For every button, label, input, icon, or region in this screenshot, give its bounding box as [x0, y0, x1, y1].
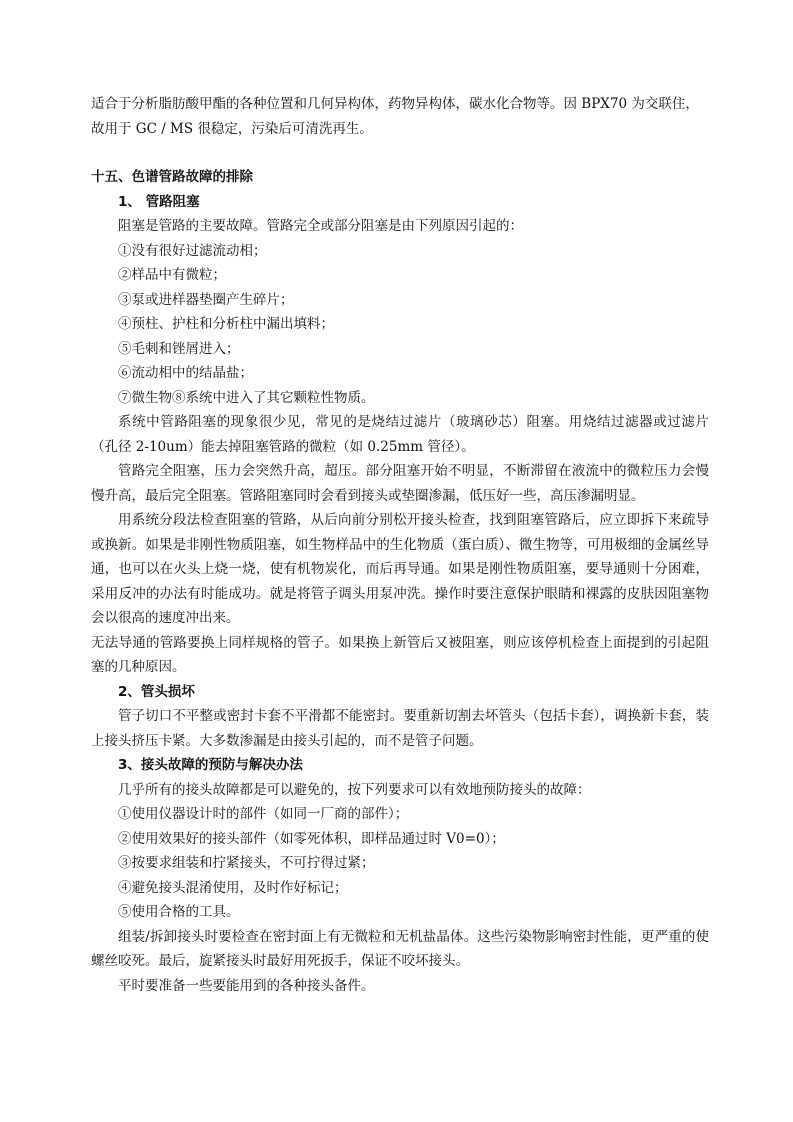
list-item: ①没有很好过滤流动相； — [118, 242, 267, 259]
document-page — [91, 92, 709, 998]
paragraph: 管子切口不平整或密封卡套不平滑都不能密封。要重新切割去坏管头（包括卡套），调换新卡套，装上接头挤压卡紧。大多数渗漏是由接头引起的，而不是管子问题。 — [91, 708, 709, 749]
paragraph: 用系统分段法检查阻塞的管路，从后向前分别松开接头检查，找到阻塞管路后，应立即拆下来疏导或换新。如果是非刚性物质阻塞，如生物样品中的生化物质（蛋白质）、微生物等，可用极细的金属丝导通，也可以在火头上烧一烧，使有机物炭化，而后再导通。如果是刚性物质阻塞，要导通则十分困难，采用反冲的办法有时能成功。就是将管子调头用泵冲洗。操作时要注意保护眼睛和裸露的皮肤因阻塞物会以很高的速度冲出来。 — [91, 512, 709, 626]
paragraph: 系统中管路阻塞的现象很少见，常见的是烧结过滤片（玻璃砂芯）阻塞。用烧结过滤器或过滤片（孔径 2-10um）能去掉阻塞管路的微粒（如 0.25mm 管径）。 — [91, 414, 709, 455]
paragraph: 无法导通的管路要换上同样规格的管子。如果换上新管后又被阻塞，则应该停机检查上面提到的引起阻塞的几种原因。 — [91, 634, 709, 675]
list-item: ⑤毛刺和锉屑进入； — [118, 340, 240, 357]
list-item: ④避免接头混淆使用，及时作好标记； — [118, 879, 348, 896]
intro-line-1: 适合于分析脂肪酸甲酯的各种位置和几何异构体，药物异构体，碳水化合物等。因 BPX70 为交联住， — [91, 96, 699, 112]
list-item: ⑤使用合格的工具。 — [118, 904, 240, 920]
list-item: ③泵或进样器垫圈产生碎片； — [118, 291, 294, 308]
list-item: ④预柱、护柱和分析柱中漏出填料； — [118, 316, 334, 332]
subsection-heading-1: 1、 管路阻塞 — [118, 193, 200, 210]
subsection-3-lead: 几乎所有的接头故障都是可以避免的，按下列要求可以有效地预防接头的故障： — [118, 781, 591, 798]
paragraph: 组装/拆卸接头时要检查在密封面上有无微粒和无机盐晶体。这些污染物影响密封性能，更严重的使螺丝咬死。最后，旋紧接头时最好用死扳手，保证不咬坏接头。 — [91, 928, 709, 969]
subsection-heading-2: 2、管头损坏 — [118, 683, 195, 700]
list-item: ⑦微生物⑧系统中进入了其它颗粒性物质。 — [118, 389, 375, 406]
list-item: ②样品中有微粒； — [118, 267, 226, 283]
paragraph: 管路完全阻塞，压力会突然升高，超压。部分阻塞开始不明显，不断滞留在液流中的微粒压力会慢慢升高，最后完全阻塞。管路阻塞同时会看到接头或垫圈渗漏，低压好一些，高压渗漏明显。 — [91, 463, 709, 504]
section-heading: 十五、色谱管路故障的排除 — [91, 169, 253, 185]
paragraph: 平时要准备一些要能用到的各种接头备件。 — [118, 977, 375, 994]
list-item: ②使用效果好的接头部件（如零死体积，即样品通过时 V0=0）； — [118, 830, 505, 847]
list-item: ③按要求组装和拧紧接头，不可拧得过紧； — [118, 855, 375, 871]
intro-line-2: 故用于 GC / MS 很稳定，污染后可清洗再生。 — [91, 120, 373, 137]
list-item: ①使用仪器设计时的部件（如同一厂商的部件）； — [118, 806, 409, 822]
spacer — [91, 141, 709, 165]
subsection-1-lead: 阻塞是管路的主要故障。管路完全或部分阻塞是由下列原因引起的： — [118, 218, 523, 234]
subsection-heading-3: 3、接头故障的预防与解决办法 — [118, 757, 303, 773]
list-item: ⑥流动相中的结晶盐； — [118, 365, 253, 381]
